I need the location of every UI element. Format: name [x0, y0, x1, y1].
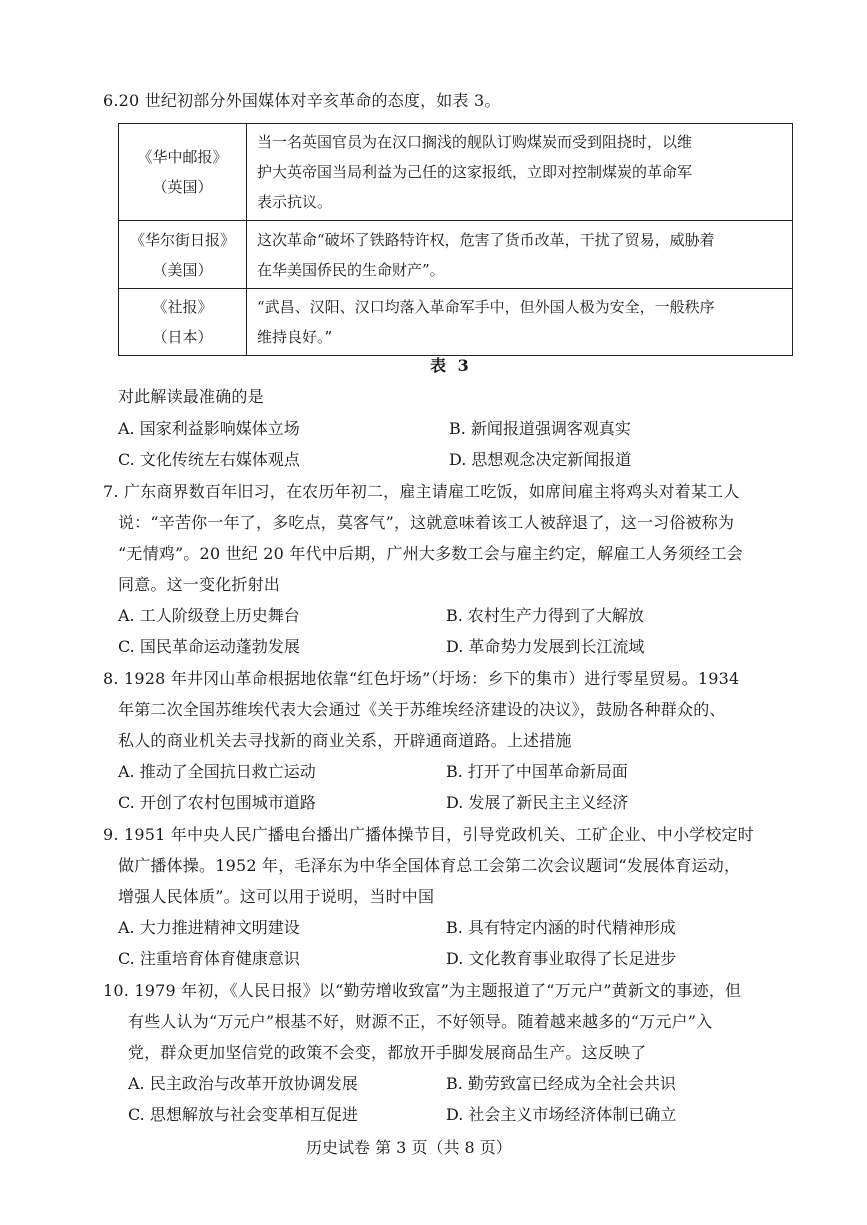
- table-content-cell: [247, 289, 793, 356]
- table-text-line: “武昌、汉阳、汉口均落入革命军手中，但外国人极为安全，一般秩序: [257, 298, 715, 316]
- option-d: D. 思想观念决定新闻报道: [449, 450, 632, 469]
- table-text-line: 这次革命“破坏了铁路特许权，危害了货币改革，干扰了贸易，威胁着: [257, 230, 715, 249]
- question-8-line: 年第二次全国苏维埃代表大会通过《关于苏维埃经济建设的决议》，鼓励各种群众的、: [118, 700, 726, 719]
- option-c: C. 开创了农村包围城市道路: [118, 793, 316, 812]
- question-10-line: 有些人认为“万元户”根基不好，财源不正，不好领导。随着越来越多的“万元户”入: [128, 1012, 713, 1031]
- newspaper-country: （日本）: [152, 328, 213, 346]
- newspaper-country: （美国）: [152, 260, 213, 279]
- option-c: C. 文化传统左右媒体观点: [118, 450, 300, 469]
- table-caption: 表 3: [430, 356, 472, 375]
- question-10-line: 10. 1979 年初，《人民日报》以“勤劳增收致富”为主题报道了“万元户”黄新文的事迹，但: [103, 981, 742, 1000]
- option-d: D. 革命势力发展到长江流域: [446, 637, 645, 656]
- question-9-line: 做广播体操。1952 年，毛泽东为中华全国体育总工会第二次会议题词“发展体育运动，: [118, 856, 741, 875]
- table-text-line: 表示抗议。: [257, 193, 333, 211]
- table-content-cell: [247, 221, 793, 289]
- question-8-line: 私人的商业机关去寻找新的商业关系，开辟通商道路。上述措施: [118, 731, 572, 750]
- option-a: A. 民主政治与改革开放协调发展: [128, 1074, 358, 1093]
- option-a: A. 大力推进精神文明建设: [118, 918, 300, 937]
- table-row: [119, 124, 793, 221]
- option-c: C. 思想解放与社会变革相互促进: [128, 1105, 358, 1124]
- question-6-prompt: 对此解读最准确的是: [118, 387, 264, 406]
- option-b: B. 具有特定内涵的时代精神形成: [446, 918, 676, 937]
- table-text-line: 在华美国侨民的生命财产”。: [257, 260, 445, 279]
- table-row: [119, 289, 793, 356]
- option-c: C. 国民革命运动蓬勃发展: [118, 637, 300, 656]
- option-b: B. 打开了中国革命新局面: [446, 762, 628, 781]
- question-6-stem: 6.20 世纪初部分外国媒体对辛亥革命的态度，如表 3。: [103, 91, 501, 110]
- option-b: B. 农村生产力得到了大解放: [446, 606, 644, 625]
- option-c: C. 注重培育体育健康意识: [118, 949, 300, 968]
- table-source-cell: [119, 289, 247, 356]
- option-d: D. 发展了新民主主义经济: [446, 793, 629, 812]
- option-a: A. 工人阶级登上历史舞台: [118, 606, 300, 625]
- option-b: B. 勤劳致富已经成为全社会共识: [446, 1074, 676, 1093]
- table-text-line: 维持良好。”: [257, 328, 333, 346]
- question-7-line: 7. 广东商界数百年旧习，在农历年初二，雇主请雇工吃饭，如席间雇主将鸡头对着某工人: [103, 482, 740, 501]
- table-source-cell: [119, 124, 247, 221]
- page-footer: 历史试卷 第 3 页（共 8 页）: [306, 1138, 512, 1157]
- question-9-line: 增强人民体质”。这可以用于说明，当时中国: [118, 887, 435, 906]
- option-b: B. 新闻报道强调客观真实: [449, 419, 631, 438]
- table-row: [119, 221, 793, 289]
- option-a: A. 推动了全国抗日救亡运动: [118, 762, 316, 781]
- media-attitude-table: [118, 123, 793, 356]
- table-content-cell: [247, 124, 793, 221]
- question-10-line: 党，群众更加坚信党的政策不会变，都放开手脚发展商品生产。这反映了: [128, 1043, 647, 1062]
- table-text-line: 当一名英国官员为在汉口搁浅的舰队订购煤炭而受到阻挠时，以维: [257, 133, 693, 151]
- option-a: A. 国家利益影响媒体立场: [118, 419, 300, 438]
- newspaper-country: （英国）: [152, 178, 213, 196]
- table-text-line: 护大英帝国当局利益为己任的这家报纸，立即对控制煤炭的革命军: [257, 163, 693, 181]
- option-d: D. 文化教育事业取得了长足进步: [446, 949, 677, 968]
- question-7-line: 同意。这一变化折射出: [118, 575, 281, 594]
- newspaper-name: 《社报》: [152, 298, 213, 316]
- table-source-cell: [119, 221, 247, 289]
- question-7-line: 说：“辛苦你一年了，多吃点，莫客气”，这就意味着该工人被辞退了，这一习俗被称为: [118, 513, 735, 532]
- newspaper-name: 《华尔街日报》: [129, 230, 235, 249]
- question-9-line: 9. 1951 年中央人民广播电台播出广播体操节目，引导党政机关、工矿企业、中小学校定时: [103, 825, 754, 844]
- question-8-line: 8. 1928 年井冈山革命根据地依靠“红色圩场”（圩场：乡下的集市）进行零星贸易。1934: [103, 669, 740, 688]
- option-d: D. 社会主义市场经济体制已确立: [446, 1105, 677, 1124]
- newspaper-name: 《华中邮报》: [137, 148, 228, 166]
- question-7-line: “无情鸡”。20 世纪 20 年代中后期，广州大多数工会与雇主约定，解雇工人务须经工会: [118, 544, 743, 563]
